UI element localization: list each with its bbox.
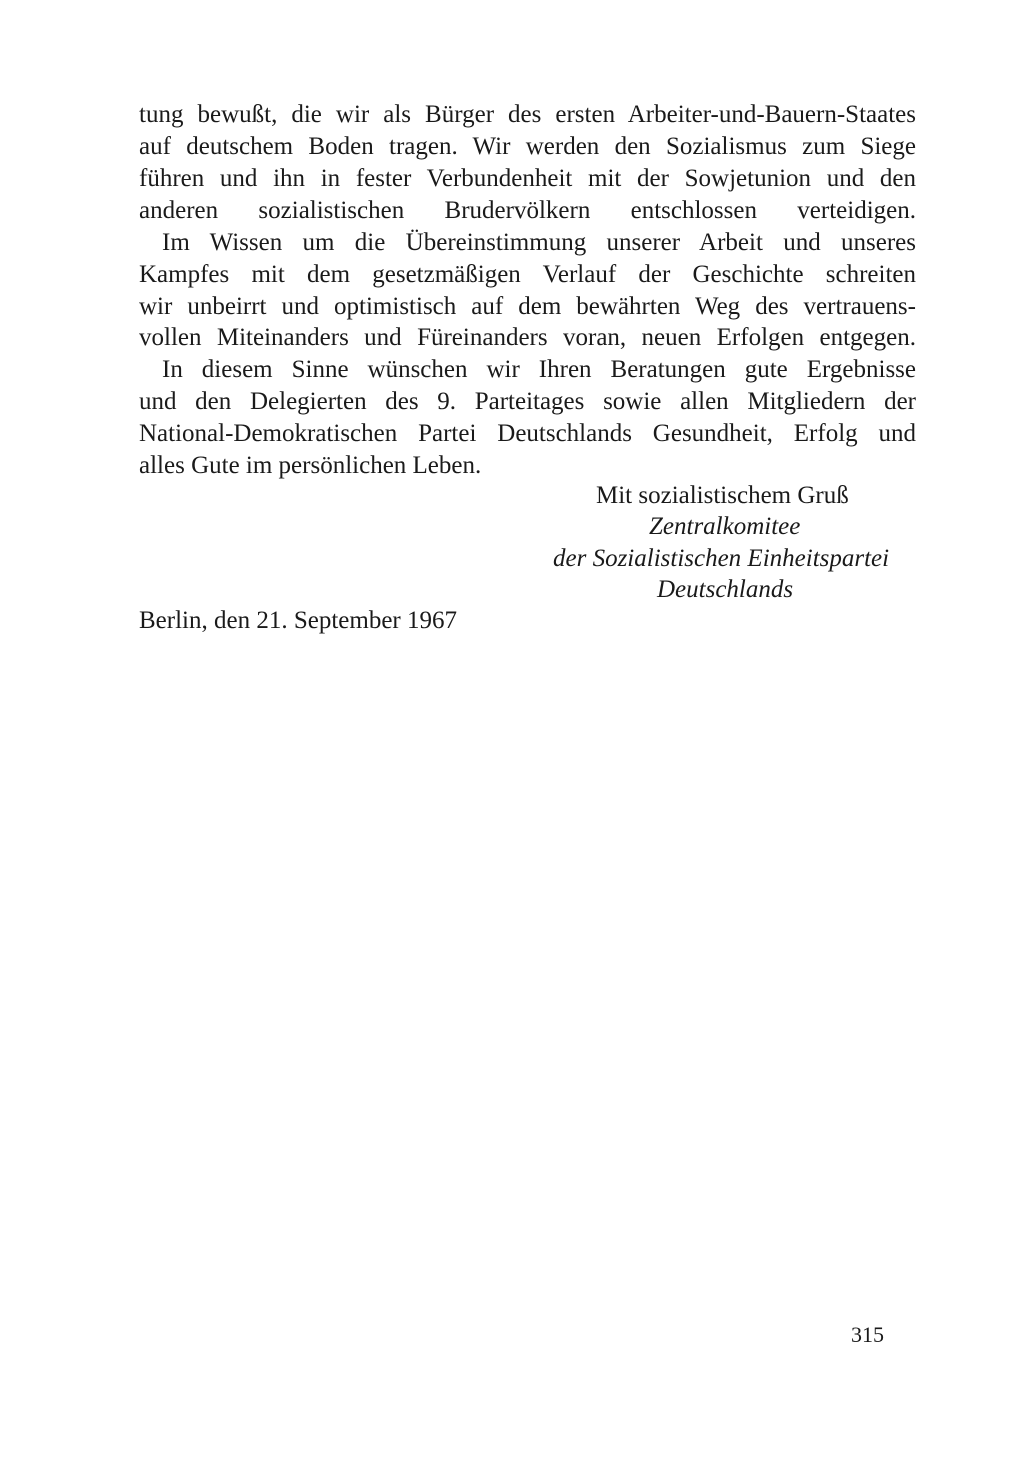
paragraph-1-line-2: auf deutschem Boden tragen. Wir werden den Sozialismus zum Siege [139, 133, 916, 160]
paragraph-2-line-3: wir unbeirrt und optimistisch auf dem bewährten Weg des vertrauens- [139, 293, 916, 320]
closing-salutation: Mit sozialistischem Gruß [596, 482, 849, 509]
place-date: Berlin, den 21. September 1967 [139, 607, 457, 634]
signatory-line-2: der Sozialistischen Einheitspartei [553, 545, 890, 572]
paragraph-1-line-4: anderen sozialistischen Brudervölkern entschlossen verteidigen. [139, 197, 916, 224]
paragraph-1-line-3: führen und ihn in fester Verbundenheit mit der Sowjetunion und den [139, 165, 916, 192]
paragraph-2-line-2: Kampfes mit dem gesetzmäßigen Verlauf der Geschichte schreiten [139, 261, 916, 288]
paragraph-2-line-4: vollen Miteinanders und Füreinanders voran, neuen Erfolgen entgegen. [139, 324, 916, 351]
paragraph-2-line-1: Im Wissen um die Übereinstimmung unserer Arbeit und unseres [162, 229, 916, 256]
paragraph-3-line-1: In diesem Sinne wünschen wir Ihren Beratungen gute Ergebnisse [162, 356, 916, 383]
page-number: 315 [851, 1322, 884, 1347]
paragraph-3-line-4: alles Gute im persönlichen Leben. [139, 452, 482, 479]
paragraph-1-line-1: tung bewußt, die wir als Bürger des ersten Arbeiter-und-Bauern-Staates [139, 101, 916, 128]
signatory-line-3: Deutschlands [657, 576, 794, 603]
signatory-line-1: Zentralkomitee [649, 513, 801, 540]
paragraph-3-line-2: und den Delegierten des 9. Parteitages sowie allen Mitgliedern der [139, 388, 916, 415]
paragraph-3-line-3: National-Demokratischen Partei Deutschlands Gesundheit, Erfolg und [139, 420, 916, 447]
